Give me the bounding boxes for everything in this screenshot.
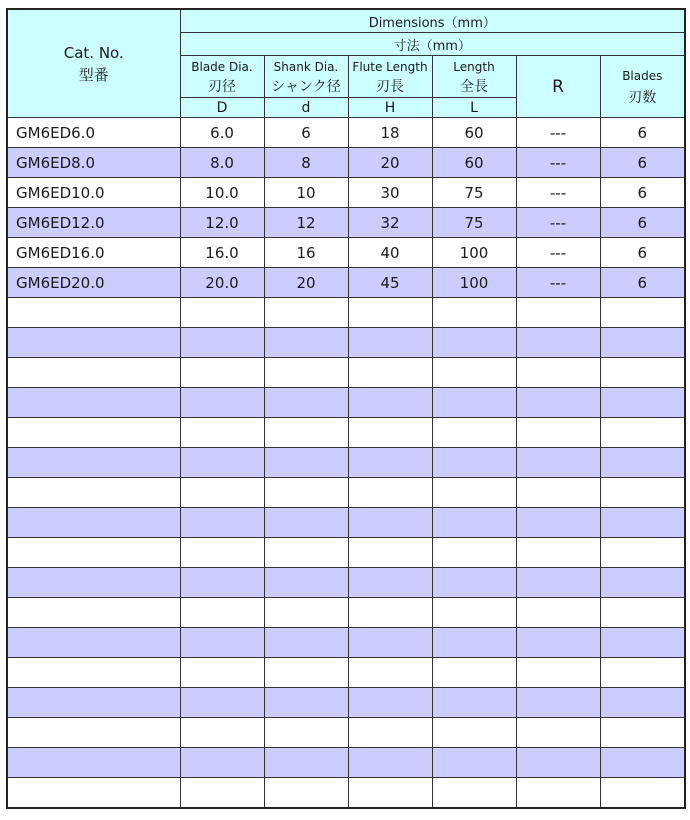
blade-dia-cell: [180, 388, 264, 418]
cat-no-cell: [7, 568, 180, 598]
shank-dia-cell: [264, 388, 348, 418]
flute-length-cell: [348, 778, 432, 809]
length-cell: [432, 448, 516, 478]
r-cell: [516, 688, 600, 718]
r-cell: [516, 658, 600, 688]
length-cell: [432, 688, 516, 718]
length-cell: 60: [432, 148, 516, 178]
length-cell: [432, 478, 516, 508]
blade-dia-cell: [180, 568, 264, 598]
table-row: [7, 118, 685, 148]
table-row: [7, 178, 685, 208]
table-row: [7, 268, 685, 298]
shank-dia-cell: [264, 778, 348, 809]
empty-table-row: [7, 778, 685, 809]
cat-no-cell: [7, 388, 180, 418]
r-cell: ---: [516, 208, 600, 238]
cat-no-header: [7, 9, 180, 118]
blades-cell: 6: [600, 268, 685, 298]
blade-dia-cell: [180, 718, 264, 748]
flute-length-cell: [348, 478, 432, 508]
flute-length-en: Flute Length: [352, 59, 428, 74]
cat-no-cell: [7, 328, 180, 358]
length-cell: [432, 358, 516, 388]
blade-dia-cell: [180, 658, 264, 688]
flute-length-cell: [348, 358, 432, 388]
table-row: [7, 238, 685, 268]
flute-length-header: [348, 56, 432, 98]
length-cell: [432, 418, 516, 448]
length-header: [432, 56, 516, 98]
length-symbol: L: [432, 98, 516, 118]
length-cell: [432, 778, 516, 809]
blades-cell: [600, 598, 685, 628]
shank-dia-cell: [264, 658, 348, 688]
shank-dia-cell: [264, 448, 348, 478]
flute-length-cell: [348, 718, 432, 748]
table-header: [7, 9, 685, 118]
r-cell: [516, 748, 600, 778]
shank-dia-cell: 10: [264, 178, 348, 208]
r-cell: [516, 388, 600, 418]
shank-dia-cell: 16: [264, 238, 348, 268]
r-cell: [516, 598, 600, 628]
cat-no-cell: [7, 598, 180, 628]
cat-no-cell: [7, 508, 180, 538]
empty-table-row: [7, 688, 685, 718]
length-cell: [432, 598, 516, 628]
cat-no-cell: GM6ED6.0: [7, 118, 180, 148]
dimensions-header-en: Dimensions（mm）: [180, 9, 685, 33]
blade-dia-cell: [180, 628, 264, 658]
r-cell: [516, 628, 600, 658]
flute-length-cell: 32: [348, 208, 432, 238]
empty-table-row: [7, 568, 685, 598]
r-cell: [516, 508, 600, 538]
length-cell: [432, 658, 516, 688]
dimensions-header-ja: 寸法（mm）: [180, 33, 685, 56]
shank-dia-cell: [264, 358, 348, 388]
blade-dia-cell: [180, 688, 264, 718]
length-cell: [432, 568, 516, 598]
flute-length-cell: [348, 328, 432, 358]
flute-length-cell: [348, 448, 432, 478]
blade-dia-cell: 10.0: [180, 178, 264, 208]
r-cell: [516, 538, 600, 568]
table-body: [7, 118, 685, 809]
blades-cell: 6: [600, 178, 685, 208]
flute-length-cell: [348, 568, 432, 598]
shank-dia-cell: [264, 508, 348, 538]
r-cell: [516, 328, 600, 358]
cat-no-cell: [7, 478, 180, 508]
blades-cell: 6: [600, 118, 685, 148]
flute-length-cell: 45: [348, 268, 432, 298]
shank-dia-cell: [264, 418, 348, 448]
r-cell: [516, 448, 600, 478]
cat-no-cell: [7, 688, 180, 718]
empty-table-row: [7, 418, 685, 448]
empty-table-row: [7, 598, 685, 628]
spec-table: [6, 8, 686, 809]
blades-cell: [600, 358, 685, 388]
blade-dia-cell: 6.0: [180, 118, 264, 148]
empty-table-row: [7, 748, 685, 778]
blade-dia-cell: [180, 748, 264, 778]
length-cell: 75: [432, 178, 516, 208]
flute-length-cell: [348, 508, 432, 538]
r-cell: ---: [516, 118, 600, 148]
blade-dia-cell: [180, 598, 264, 628]
blade-dia-ja: 刃径: [208, 78, 236, 95]
cat-no-en: Cat. No.: [63, 43, 124, 62]
blades-cell: [600, 298, 685, 328]
empty-table-row: [7, 508, 685, 538]
length-cell: [432, 328, 516, 358]
blades-cell: [600, 658, 685, 688]
empty-table-row: [7, 718, 685, 748]
blades-cell: [600, 688, 685, 718]
empty-table-row: [7, 658, 685, 688]
length-en: Length: [453, 59, 495, 74]
cat-no-cell: GM6ED10.0: [7, 178, 180, 208]
cat-no-cell: GM6ED20.0: [7, 268, 180, 298]
flute-length-cell: 20: [348, 148, 432, 178]
blades-cell: [600, 748, 685, 778]
blade-dia-cell: [180, 778, 264, 809]
cat-no-cell: [7, 448, 180, 478]
shank-dia-ja: シャンク径: [271, 78, 341, 95]
blade-dia-cell: [180, 418, 264, 448]
shank-dia-symbol: d: [264, 98, 348, 118]
r-cell: [516, 478, 600, 508]
flute-length-cell: [348, 418, 432, 448]
blade-dia-cell: [180, 328, 264, 358]
cat-no-cell: [7, 418, 180, 448]
blades-cell: [600, 448, 685, 478]
cat-no-cell: [7, 298, 180, 328]
cat-no-cell: [7, 658, 180, 688]
r-cell: ---: [516, 178, 600, 208]
shank-dia-cell: 12: [264, 208, 348, 238]
shank-dia-cell: [264, 298, 348, 328]
cat-no-cell: [7, 748, 180, 778]
blade-dia-cell: 20.0: [180, 268, 264, 298]
flute-length-cell: 30: [348, 178, 432, 208]
r-cell: ---: [516, 238, 600, 268]
blade-dia-cell: 8.0: [180, 148, 264, 178]
r-cell: ---: [516, 268, 600, 298]
shank-dia-cell: [264, 568, 348, 598]
shank-dia-cell: [264, 718, 348, 748]
cat-no-ja: 型番: [78, 65, 109, 84]
cat-no-cell: [7, 628, 180, 658]
shank-dia-cell: [264, 328, 348, 358]
blades-header: [600, 56, 685, 118]
blade-dia-cell: 12.0: [180, 208, 264, 238]
empty-table-row: [7, 538, 685, 568]
r-cell: [516, 778, 600, 809]
r-cell: [516, 298, 600, 328]
blades-cell: [600, 628, 685, 658]
length-cell: [432, 538, 516, 568]
cat-no-cell: GM6ED16.0: [7, 238, 180, 268]
length-cell: [432, 388, 516, 418]
shank-dia-cell: 20: [264, 268, 348, 298]
shank-dia-cell: [264, 688, 348, 718]
blades-cell: 6: [600, 208, 685, 238]
blade-dia-cell: [180, 358, 264, 388]
shank-dia-cell: 6: [264, 118, 348, 148]
r-cell: ---: [516, 148, 600, 178]
flute-length-ja: 刃長: [376, 78, 404, 95]
r-cell: [516, 718, 600, 748]
length-cell: 100: [432, 268, 516, 298]
shank-dia-cell: 8: [264, 148, 348, 178]
blade-dia-cell: [180, 538, 264, 568]
blades-cell: [600, 388, 685, 418]
empty-table-row: [7, 358, 685, 388]
shank-dia-cell: [264, 538, 348, 568]
flute-length-cell: [348, 688, 432, 718]
length-cell: 75: [432, 208, 516, 238]
blade-dia-cell: [180, 508, 264, 538]
blades-cell: [600, 778, 685, 809]
blade-dia-symbol: D: [180, 98, 264, 118]
cat-no-cell: [7, 718, 180, 748]
flute-length-cell: 40: [348, 238, 432, 268]
length-ja: 全長: [460, 78, 488, 95]
flute-length-cell: [348, 298, 432, 328]
length-cell: 100: [432, 238, 516, 268]
flute-length-cell: [348, 628, 432, 658]
r-cell: [516, 358, 600, 388]
blades-cell: 6: [600, 238, 685, 268]
cat-no-cell: [7, 538, 180, 568]
blade-dia-header: [180, 56, 264, 98]
shank-dia-cell: [264, 598, 348, 628]
blade-dia-cell: 16.0: [180, 238, 264, 268]
blades-cell: [600, 538, 685, 568]
table-row: [7, 208, 685, 238]
length-cell: [432, 748, 516, 778]
flute-length-cell: [348, 658, 432, 688]
cat-no-cell: [7, 778, 180, 809]
empty-table-row: [7, 448, 685, 478]
table-row: [7, 148, 685, 178]
blades-cell: [600, 568, 685, 598]
shank-dia-cell: [264, 628, 348, 658]
shank-dia-cell: [264, 748, 348, 778]
blades-cell: 6: [600, 148, 685, 178]
cat-no-cell: GM6ED12.0: [7, 208, 180, 238]
flute-length-symbol: H: [348, 98, 432, 118]
cat-no-cell: [7, 358, 180, 388]
empty-table-row: [7, 328, 685, 358]
r-header: R: [516, 56, 600, 118]
length-cell: [432, 628, 516, 658]
blades-cell: [600, 328, 685, 358]
blade-dia-cell: [180, 448, 264, 478]
blade-dia-en: Blade Dia.: [191, 59, 253, 74]
blades-en: Blades: [622, 68, 663, 83]
blades-ja: 刃数: [628, 89, 657, 106]
empty-table-row: [7, 478, 685, 508]
shank-dia-header: [264, 56, 348, 98]
empty-table-row: [7, 388, 685, 418]
length-cell: 60: [432, 118, 516, 148]
length-cell: [432, 508, 516, 538]
empty-table-row: [7, 298, 685, 328]
blades-cell: [600, 478, 685, 508]
cat-no-cell: GM6ED8.0: [7, 148, 180, 178]
blades-cell: [600, 508, 685, 538]
blade-dia-cell: [180, 298, 264, 328]
blades-cell: [600, 418, 685, 448]
shank-dia-en: Shank Dia.: [273, 59, 339, 74]
length-cell: [432, 718, 516, 748]
r-cell: [516, 418, 600, 448]
length-cell: [432, 298, 516, 328]
empty-table-row: [7, 628, 685, 658]
flute-length-cell: [348, 748, 432, 778]
blade-dia-cell: [180, 478, 264, 508]
flute-length-cell: [348, 388, 432, 418]
r-cell: [516, 568, 600, 598]
flute-length-cell: [348, 538, 432, 568]
shank-dia-cell: [264, 478, 348, 508]
blades-cell: [600, 718, 685, 748]
flute-length-cell: [348, 598, 432, 628]
flute-length-cell: 18: [348, 118, 432, 148]
